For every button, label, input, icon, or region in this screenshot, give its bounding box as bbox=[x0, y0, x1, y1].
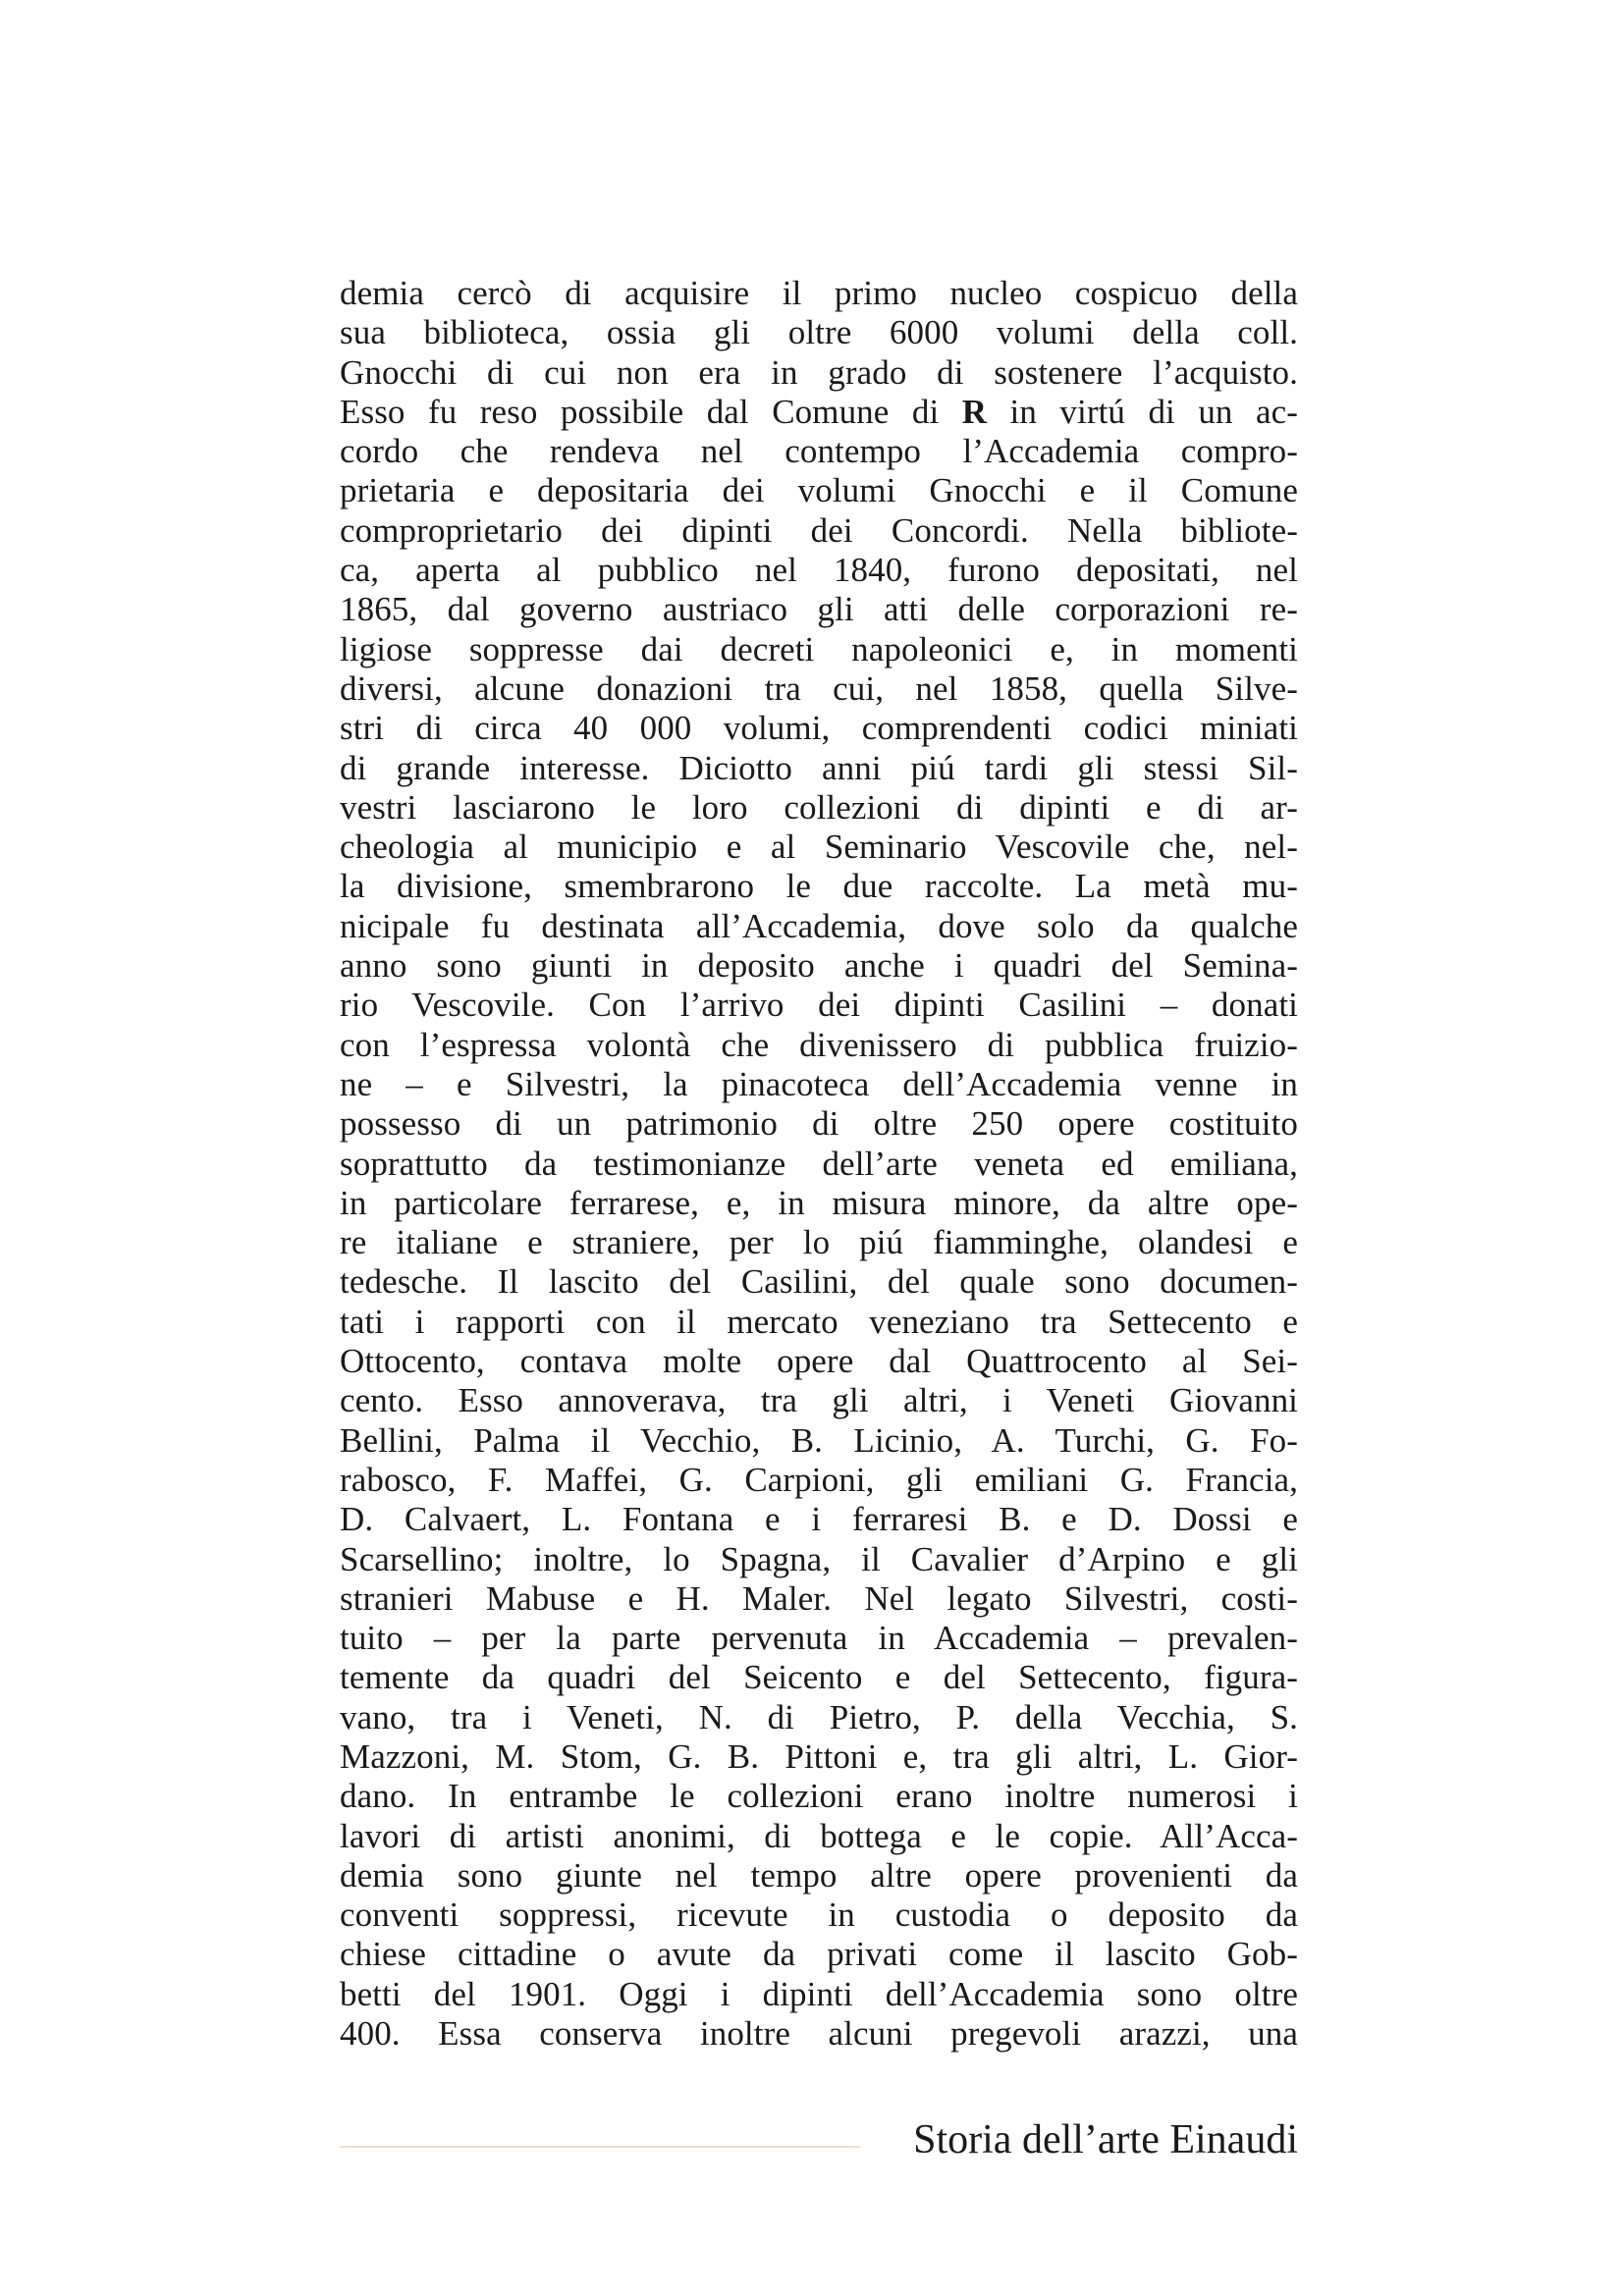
text-line: sua biblioteca, ossia gli oltre 6000 volumi della coll. bbox=[340, 313, 1298, 352]
text-line: cento. Esso annoverava, tra gli altri, i Veneti Giovanni bbox=[340, 1381, 1298, 1420]
text-line: Bellini, Palma il Vecchio, B. Licinio, A. Turchi, G. Fo- bbox=[340, 1420, 1298, 1460]
text-line: 1865, dal governo austriaco gli atti delle corporazioni re- bbox=[340, 590, 1298, 629]
text-line: nicipale fu destinata all’Accademia, dove solo da qualche bbox=[340, 906, 1298, 945]
text-line: Gnocchi di cui non era in grado di sostenere l’acquisto. bbox=[340, 352, 1298, 392]
text-line: conventi soppressi, ricevute in custodia o deposito da bbox=[340, 1896, 1298, 1935]
text-line: possesso di un patrimonio di oltre 250 opere costituito bbox=[340, 1104, 1298, 1144]
text-line: rabosco, F. Maffei, G. Carpioni, gli emiliani G. Francia, bbox=[340, 1460, 1298, 1499]
text-line: tedesche. Il lascito del Casilini, del quale sono documen- bbox=[340, 1262, 1298, 1302]
text-line: cheologia al municipio e al Seminario Vescovile che, nel- bbox=[340, 828, 1298, 867]
text-line: tati i rapporti con il mercato veneziano tra Settecento e bbox=[340, 1302, 1298, 1341]
page-footer bbox=[340, 2110, 1298, 2169]
text-line: di grande interesse. Diciotto anni piú tardi gli stessi Sil- bbox=[340, 748, 1298, 787]
text-line: stri di circa 40 000 volumi, comprendenti codici miniati bbox=[340, 709, 1298, 748]
text-line: re italiane e straniere, per lo piú fiamminghe, olandesi e bbox=[340, 1223, 1298, 1262]
text-line: dano. In entrambe le collezioni erano inoltre numerosi i bbox=[340, 1777, 1298, 1816]
text-line: stranieri Mabuse e H. Maler. Nel legato Silvestri, costi- bbox=[340, 1578, 1298, 1618]
text-line: demia sono giunte nel tempo altre opere provenienti da bbox=[340, 1855, 1298, 1895]
text-line: rio Vescovile. Con l’arrivo dei dipinti Casilini – donati bbox=[340, 986, 1298, 1025]
text-line: anno sono giunti in deposito anche i quadri del Semina- bbox=[340, 946, 1298, 986]
text-line: vestri lasciarono le loro collezioni di dipinti e di ar- bbox=[340, 787, 1298, 827]
text-line: Mazzoni, M. Stom, G. B. Pittoni e, tra gli altri, L. Gior- bbox=[340, 1736, 1298, 1776]
text-line: lavori di artisti anonimi, di bottega e le copie. All’Acca- bbox=[340, 1816, 1298, 1855]
abbrev-bold: R bbox=[961, 392, 988, 431]
text-line: 400. Essa conserva inoltre alcuni pregevoli arazzi, una bbox=[340, 2014, 1298, 2054]
text-line: comproprietario dei dipinti dei Concordi. Nella bibliote- bbox=[340, 510, 1298, 550]
text-line: Ottocento, contava molte opere dal Quattrocento al Sei- bbox=[340, 1342, 1298, 1381]
text-line: soprattutto da testimonianze dell’arte veneta ed emiliana, bbox=[340, 1144, 1298, 1183]
text-line: tuito – per la parte pervenuta in Accademia – prevalen- bbox=[340, 1619, 1298, 1658]
text-line: D. Calvaert, L. Fontana e i ferraresi B. e D. Dossi e bbox=[340, 1500, 1298, 1539]
text-line: ligiose soppresse dai decreti napoleonici e, in momenti bbox=[340, 629, 1298, 668]
text-line: Scarsellino; inoltre, lo Spagna, il Cavalier d’Arpino e gli bbox=[340, 1539, 1298, 1578]
text-line: temente da quadri del Seicento e del Settecento, figura- bbox=[340, 1658, 1298, 1697]
text-line: Esso fu reso possibile dal Comune di R in virtú di un ac- bbox=[340, 392, 1298, 431]
footer-title: Storia dell’arte Einaudi bbox=[913, 2117, 1298, 2163]
text-line: in particolare ferrarese, e, in misura minore, da altre ope- bbox=[340, 1183, 1298, 1222]
text-line: diversi, alcune donazioni tra cui, nel 1858, quella Silve- bbox=[340, 668, 1298, 708]
text-line: cordo che rendeva nel contempo l’Accademia compro- bbox=[340, 432, 1298, 471]
text-line: la divisione, smembrarono le due raccolte. La metà mu- bbox=[340, 867, 1298, 906]
text-line: con l’espressa volontà che divenissero di pubblica fruizio- bbox=[340, 1025, 1298, 1064]
footer-rule bbox=[340, 2146, 860, 2148]
text-line: ca, aperta al pubblico nel 1840, furono depositati, nel bbox=[340, 551, 1298, 590]
text-line: ne – e Silvestri, la pinacoteca dell’Accademia venne in bbox=[340, 1064, 1298, 1103]
text-line: demia cercò di acquisire il primo nucleo cospicuo della bbox=[340, 274, 1298, 312]
text-line: vano, tra i Veneti, N. di Pietro, P. della Vecchia, S. bbox=[340, 1697, 1298, 1736]
text-line: prietaria e depositaria dei volumi Gnocchi e il Comune bbox=[340, 471, 1298, 510]
body-text bbox=[340, 274, 1298, 2054]
text-line: betti del 1901. Oggi i dipinti dell’Accademia sono oltre bbox=[340, 1974, 1298, 2013]
text-line: chiese cittadine o avute da privati come il lascito Gob- bbox=[340, 1935, 1298, 1974]
